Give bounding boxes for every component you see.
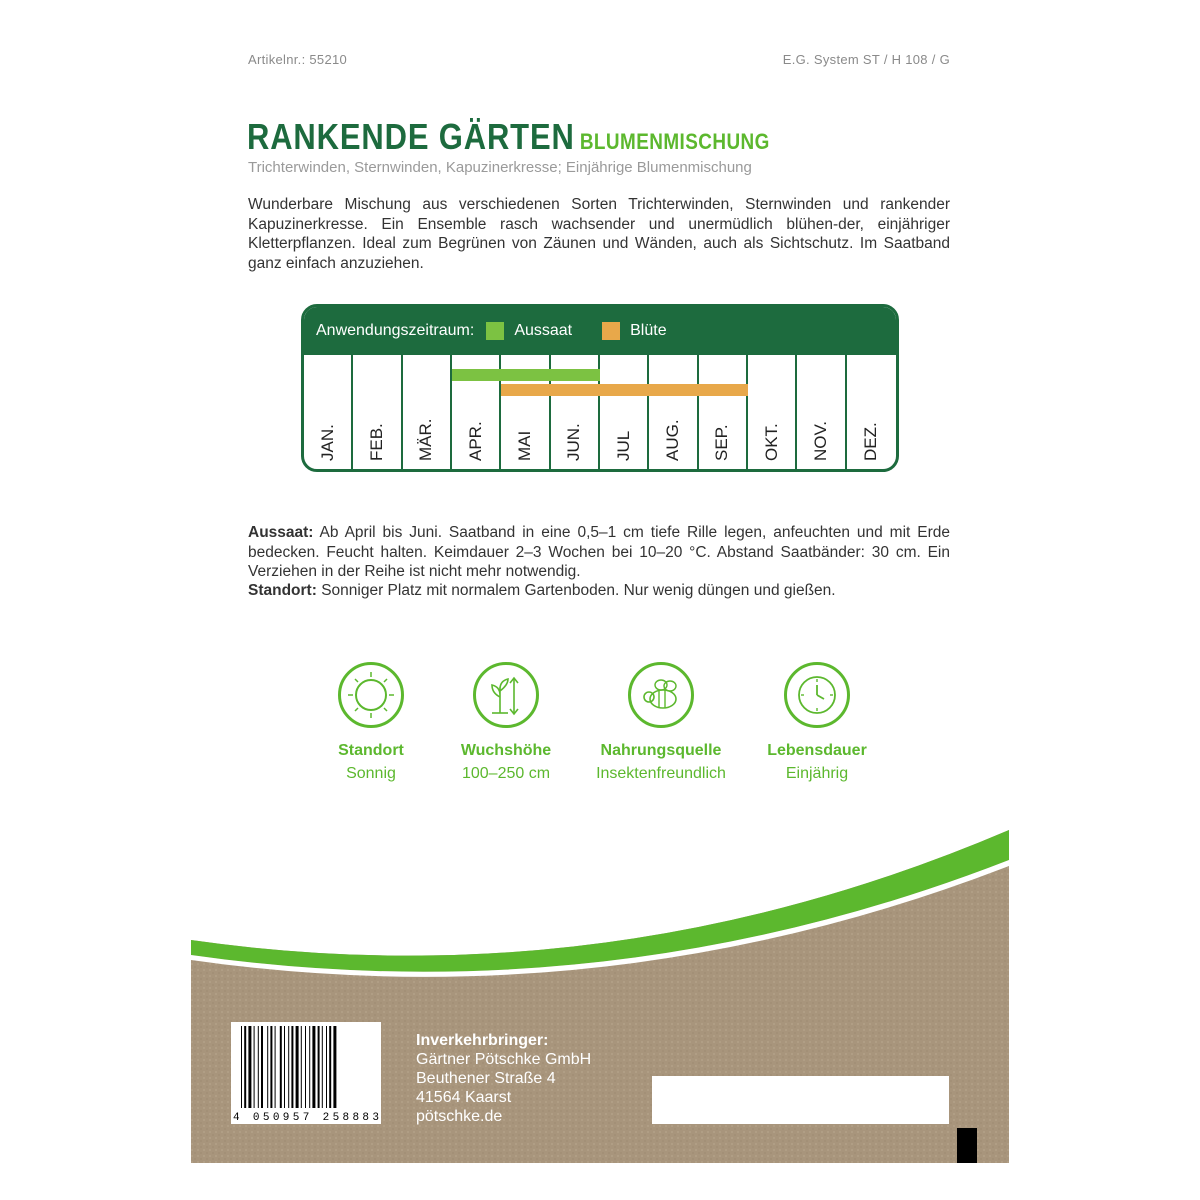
feature-title: Nahrungsquelle: [600, 742, 722, 759]
product-description: Wunderbare Mischung aus verschiedenen Sorten Trichterwinden, Sternwinden und rankender Kapuzinerkresse. Ein Ensemble rasch wachsender und unermüdlich blühen-der, einjähriger Kletterpflanzen. Ideal zum Begrünen von Zäunen und Wänden, auch als Sichtschutz. Im Saatband ganz einfach anzuziehen.: [248, 196, 950, 272]
month-column: [748, 355, 797, 469]
bloom-legend-swatch: [602, 322, 620, 340]
product-title: [247, 116, 770, 158]
blank-label-area: [652, 1076, 949, 1124]
month-label: DEZ.: [861, 422, 881, 461]
barcode-bar: [241, 1026, 242, 1108]
feature-title: Lebensdauer: [767, 742, 867, 759]
location-text: Sonniger Platz mit normalem Gartenboden. Nur wenig düngen und gießen.: [321, 582, 836, 599]
month-label: JUL: [613, 430, 633, 461]
barcode-bar: [333, 1026, 336, 1108]
barcode-bar: [329, 1026, 331, 1108]
company-name: Gärtner Pötschke GmbH: [416, 1051, 592, 1068]
barcode-bar: [244, 1026, 246, 1108]
month-label: NOV.: [810, 420, 830, 461]
city: 41564 Kaarst: [416, 1089, 512, 1106]
barcode-bar: [296, 1026, 299, 1108]
month-label: OKT.: [761, 423, 781, 461]
system-code: E.G. System ST / H 108 / G: [782, 52, 950, 67]
barcode-bar: [270, 1026, 272, 1108]
barcode-bar: [322, 1026, 323, 1108]
barcode-bar: [301, 1026, 302, 1108]
month-column: [353, 355, 402, 469]
location-label: Standort:: [248, 582, 317, 599]
barcode-bar: [258, 1026, 259, 1108]
feature-standort: [296, 662, 446, 783]
barcode-bar: [318, 1026, 320, 1108]
month-column: [847, 355, 896, 469]
website[interactable]: pötschke.de: [416, 1108, 503, 1125]
article-number: Artikelnr.: 55210: [248, 52, 348, 67]
clock-icon: [784, 662, 850, 728]
feature-value: Sonnig: [346, 765, 396, 782]
month-label: MÄR.: [416, 418, 436, 461]
barcode-lines: [231, 1022, 381, 1124]
barcode-bar: [291, 1026, 293, 1108]
sun-icon: [338, 662, 404, 728]
product-title-main: RANKENDE GÄRTEN: [247, 116, 575, 157]
sowing-instructions: [248, 523, 950, 582]
barcode: [231, 1022, 381, 1124]
feature-value: 100–250 cm: [461, 765, 551, 782]
print-mark: [957, 1128, 977, 1163]
barcode-bar: [280, 1026, 282, 1108]
sowing-legend-swatch: [486, 322, 504, 340]
month-label: JUN.: [564, 423, 584, 461]
sowing-legend-label: Aussaat: [514, 322, 573, 339]
feature-title: Standort: [338, 742, 404, 759]
product-title-suffix: BLUMENMISCHUNG: [579, 129, 770, 154]
feature-title: Wuchshöhe: [460, 742, 552, 759]
barcode-bar: [284, 1026, 285, 1108]
month-column: [600, 355, 649, 469]
bee-icon: [628, 662, 694, 728]
month-column: [797, 355, 846, 469]
barcode-bar: [248, 1026, 251, 1108]
distributor-address: [416, 1031, 591, 1126]
barcode-bar: [267, 1026, 268, 1108]
barcode-number: 4 050957 258883: [233, 1112, 379, 1124]
feature-wuchshoehe: [431, 662, 581, 783]
barcode-bar: [309, 1026, 310, 1108]
month-column: [699, 355, 748, 469]
sowing-bar: [452, 369, 600, 381]
month-column: [649, 355, 698, 469]
sowing-calendar: [301, 304, 899, 472]
product-subtitle: Trichterwinden, Sternwinden, Kapuzinerkresse; Einjährige Blumenmischung: [248, 159, 752, 176]
barcode-bar: [312, 1026, 315, 1108]
month-label: FEB.: [366, 423, 386, 461]
sowing-text: Ab April bis Juni. Saatband in eine 0,5–1 cm tiefe Rille legen, anfeuchten und mit Erde bedecken. Feucht halten. Keimdauer 2–3 Wochen bei 10–20 °C. Abstand Saatbänder: 30 cm. Ein Verziehen in der Reihe ist nicht mehr notwendig.: [248, 524, 950, 580]
barcode-bar: [254, 1026, 255, 1108]
month-label: MAI: [514, 430, 534, 461]
sowing-label: Aussaat:: [248, 524, 314, 541]
barcode-bar: [326, 1026, 327, 1108]
distributor-label: Inverkehrbringer:: [416, 1032, 549, 1049]
month-column: [304, 355, 353, 469]
bloom-bar: [501, 384, 748, 396]
barcode-bar: [305, 1026, 306, 1108]
month-column: [403, 355, 452, 469]
feature-value: Insektenfreundlich: [596, 765, 726, 782]
barcode-bar: [275, 1026, 276, 1108]
barcode-bar: [288, 1026, 289, 1108]
feature-value: Einjährig: [785, 765, 849, 782]
month-label: SEP.: [712, 424, 732, 461]
location-instructions: [248, 581, 950, 601]
barcode-bar: [261, 1026, 263, 1108]
month-label: JAN.: [317, 424, 337, 461]
month-label: AUG.: [662, 419, 682, 461]
calendar-header: [304, 307, 896, 355]
feature-lebensdauer: [742, 662, 892, 783]
street: Beuthener Straße 4: [416, 1070, 556, 1087]
bloom-legend-label: Blüte: [630, 322, 667, 339]
calendar-label: Anwendungszeitraum:: [316, 322, 475, 339]
plant-height-icon: [473, 662, 539, 728]
month-label: APR.: [465, 421, 485, 461]
feature-nahrungsquelle: [586, 662, 736, 783]
